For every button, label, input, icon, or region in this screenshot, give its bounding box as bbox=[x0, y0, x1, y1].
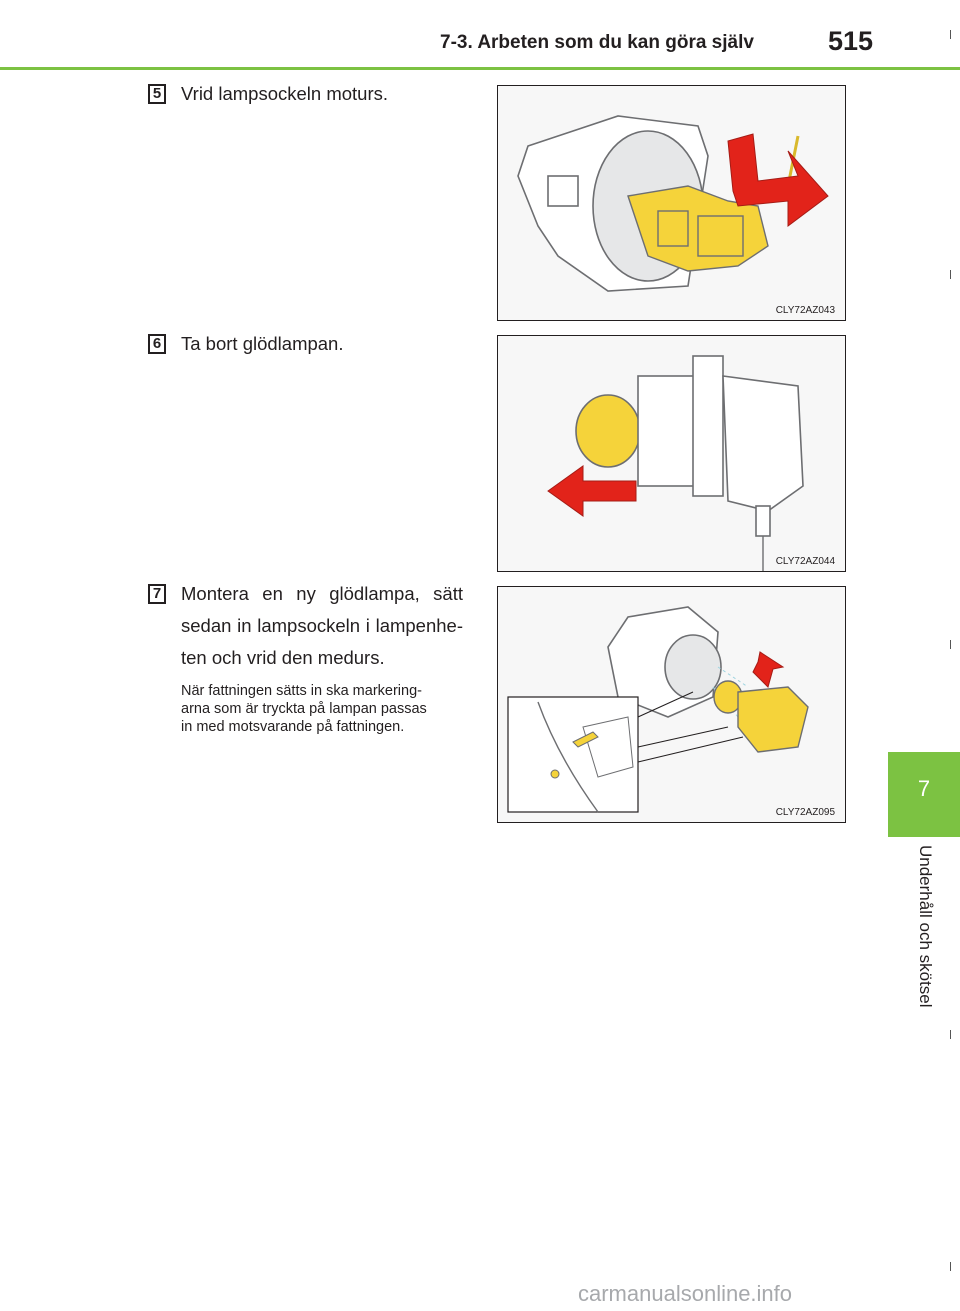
bulb-removal-drawing bbox=[498, 336, 845, 571]
step-text-line: sedan in lampsockeln i lampenhe- bbox=[181, 615, 463, 636]
note-line: in med motsvarande på fattningen. bbox=[181, 719, 405, 735]
watermark: carmanualsonline.info bbox=[578, 1281, 793, 1306]
illustration-remove-bulb bbox=[497, 335, 846, 572]
figure-code: CLY72AZ095 bbox=[775, 807, 835, 818]
step-number-badge: 7 bbox=[148, 584, 166, 604]
figure-code: CLY72AZ043 bbox=[775, 305, 835, 316]
illustration-install-bulb bbox=[497, 586, 846, 823]
crop-mark bbox=[950, 270, 951, 279]
note-line: När fattningen sätts in ska markering- bbox=[181, 683, 422, 699]
step-instruction bbox=[181, 578, 463, 674]
step-number-badge: 6 bbox=[148, 334, 166, 354]
step-number-badge: 5 bbox=[148, 84, 166, 104]
step-note bbox=[181, 682, 481, 736]
page-number: 515 bbox=[828, 26, 874, 56]
crop-mark bbox=[950, 1262, 951, 1271]
socket-rotation-drawing bbox=[498, 86, 845, 320]
crop-mark bbox=[950, 30, 951, 39]
chapter-number: 7 bbox=[917, 776, 931, 801]
section-title: 7-3. Arbeten som du kan göra själv bbox=[440, 32, 754, 53]
note-line: arna som är tryckta på lampan passas bbox=[181, 701, 427, 717]
step-instruction: Vrid lampsockeln moturs. bbox=[181, 83, 388, 104]
header-rule bbox=[0, 67, 960, 70]
step-text-line: ten och vrid den medurs. bbox=[181, 647, 385, 668]
step-text-line: Montera en ny glödlampa, sätt bbox=[181, 583, 463, 604]
figure-code: CLY72AZ044 bbox=[775, 556, 835, 567]
bulb-install-drawing bbox=[498, 587, 845, 822]
crop-mark bbox=[950, 640, 951, 649]
chapter-title: Underhåll och skötsel bbox=[916, 845, 935, 1008]
illustration-turn-socket bbox=[497, 85, 846, 321]
crop-mark bbox=[950, 1030, 951, 1039]
step-instruction: Ta bort glödlampan. bbox=[181, 333, 344, 354]
